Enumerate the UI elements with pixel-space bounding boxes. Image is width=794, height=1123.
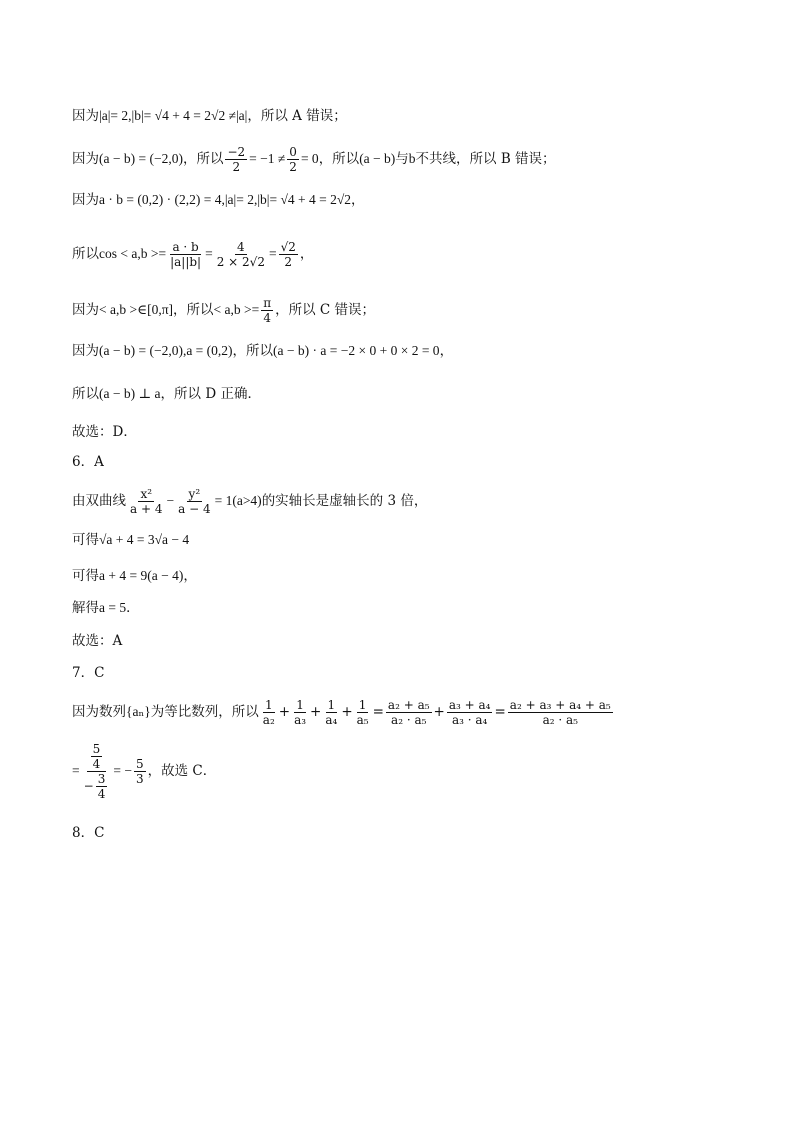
text: ，所以 C 错误； — [275, 302, 376, 318]
denominator: 2 — [232, 160, 241, 174]
solution-line-8: 故选：D． — [72, 424, 137, 440]
formula: = 1(a>4) — [214, 493, 262, 508]
numerator: 1 — [296, 698, 304, 712]
text: 因为 — [72, 302, 99, 318]
denominator: 4 — [263, 311, 272, 325]
question-6-answer: 6．A — [72, 454, 104, 470]
solution-line-2 — [72, 145, 556, 174]
solution-line-17 — [72, 742, 216, 801]
denominator: a₃ — [294, 713, 307, 727]
text: 可得 — [72, 568, 99, 584]
text: 因为 — [72, 151, 99, 167]
fraction — [168, 240, 203, 269]
formula: = — [205, 246, 213, 261]
formula: b — [408, 151, 416, 166]
solution-line-11 — [72, 530, 189, 550]
numerator: −2 — [227, 145, 246, 159]
denominator: 4 — [92, 757, 101, 771]
fraction — [91, 742, 103, 771]
fraction — [447, 698, 493, 727]
denominator: 2 — [289, 160, 297, 174]
fraction — [508, 698, 613, 727]
text: ， — [439, 343, 454, 359]
denominator: a + 4 — [130, 502, 163, 516]
formula: = −1 ≠ — [249, 151, 286, 166]
formula: − — [166, 493, 175, 508]
text: ， — [183, 568, 197, 584]
fraction — [355, 698, 371, 727]
text: 不共线，所以 B 错误； — [415, 151, 556, 167]
text: ，所以 — [232, 343, 274, 359]
fraction — [225, 145, 247, 174]
formula: = − — [113, 763, 132, 778]
solution-line-4 — [72, 240, 313, 269]
fraction — [279, 240, 298, 269]
fraction — [261, 698, 277, 727]
solution-line-1 — [72, 106, 347, 126]
fraction — [96, 772, 108, 801]
text: 所以 — [72, 386, 99, 402]
formula: a + 4 = 9(a − 4) — [99, 568, 184, 583]
numerator: y² — [188, 487, 201, 501]
formula: = — [268, 246, 277, 261]
fraction — [386, 698, 432, 727]
text: ， — [351, 192, 365, 208]
numerator: 1 — [327, 698, 336, 712]
denominator: a₂ — [262, 713, 275, 727]
question-7-answer: 7．C — [72, 665, 105, 681]
text: = — [72, 763, 80, 778]
text: 为等比数列，所以 — [150, 704, 259, 720]
formula: (a − b) = (−2,0),a = (0,2) — [99, 343, 233, 358]
text: 因为 — [72, 343, 99, 359]
denominator: 2 — [284, 255, 293, 269]
formula: √a + 4 = 3√a − 4 — [99, 532, 190, 547]
numerator: 4 — [237, 240, 245, 254]
formula: (a − b) — [359, 151, 396, 166]
solution-line-6 — [72, 341, 453, 361]
formula: {aₙ} — [126, 704, 151, 719]
complex-fraction — [82, 742, 112, 801]
fraction — [215, 240, 267, 269]
numerator: 5 — [135, 757, 144, 771]
solution-line-3 — [72, 190, 365, 210]
numerator: 5 — [92, 742, 101, 756]
text: ，故选 C． — [147, 763, 217, 779]
denominator: 3 — [135, 772, 144, 786]
formula: a · b = (0,2) · (2,2) = 4,|a|= 2,|b|= √4 + 4 = 2√2 — [99, 192, 352, 207]
denominator: a − 4 — [178, 502, 211, 516]
formula: < a,b >= — [213, 302, 260, 317]
formula: (a − b) = (−2,0) — [99, 151, 183, 166]
text: 由双曲线 — [72, 493, 126, 509]
numerator: √2 — [280, 240, 296, 254]
fraction — [261, 296, 273, 325]
text: 解得 — [72, 600, 99, 616]
numerator: a₃ + a₄ — [448, 698, 491, 712]
numerator: 3 — [97, 772, 106, 786]
denominator: − $\frac{3}{4}$ — [83, 772, 106, 801]
text: 因为数列 — [72, 704, 126, 720]
solution-line-13 — [72, 598, 140, 618]
denominator: |a||b| — [170, 255, 202, 269]
numerator: π — [263, 296, 272, 310]
numerator: a · b — [172, 240, 199, 254]
text: ，所以 D 正确． — [160, 386, 261, 402]
denominator: 2 × 2√2 — [216, 255, 265, 269]
fraction — [287, 145, 299, 174]
solution-line-12 — [72, 566, 197, 586]
solution-line-5 — [72, 296, 375, 325]
formula: (a − b) · a = −2 × 0 + 0 × 2 = 0 — [273, 343, 440, 358]
fraction — [323, 698, 339, 727]
solution-line-7 — [72, 384, 261, 404]
formula: |a|= 2,|b|= √4 + 4 = 2√2 ≠|a| — [99, 108, 248, 123]
text: 所以 — [72, 246, 99, 262]
text: ． — [126, 600, 140, 616]
solution-line-16: 因为数列{aₙ}为等比数列，所以 $\frac{1}{\text{a₂}}$ + $\frac{1}{\text{a₃}}$ + $\frac{1}{\text{a₄}}$ + $\frac{1}{\text{a₅}}$ = $\frac{\text{a₂ + a₅}}{\text{a₂ · a₅}}$ + $\frac{\text{a₃ + a₄}}{\text{a₃ · a₄}}$ = $\frac{\text{a₂ + a₃ + a₄ + a₅}}{\text{a₂ · a₅}}$ — [72, 698, 611, 727]
formula: cos < a,b >= — [99, 246, 167, 261]
text: ，所以 — [173, 302, 214, 318]
solution-line-14: 故选：A — [72, 633, 123, 649]
text: ，所以 — [182, 151, 224, 167]
numerator: x² — [140, 487, 153, 501]
numerator: a₂ + a₃ + a₄ + a₅ — [509, 698, 611, 712]
solution-line-10 — [72, 487, 427, 516]
fraction — [176, 487, 212, 516]
text: 可得 — [72, 532, 99, 548]
denominator: a₅ — [356, 713, 369, 727]
denominator: 4 — [97, 787, 106, 801]
fraction — [128, 487, 164, 516]
text: 的实轴长是虚轴长的 3 倍， — [261, 493, 428, 509]
fraction — [134, 757, 146, 786]
numerator: 1 — [358, 698, 367, 712]
denominator: a₂ · a₅ — [542, 713, 578, 727]
text: ，所以 — [318, 151, 360, 167]
question-8-answer: 8．C — [72, 825, 105, 841]
text: 因为 — [72, 108, 99, 124]
numerator: a₂ + a₅ — [387, 698, 430, 712]
denominator: a₂ · a₅ — [391, 713, 427, 727]
denominator: a₃ · a₄ — [451, 713, 488, 727]
numerator: 0 — [289, 145, 297, 159]
text: ，所以 A 错误； — [247, 108, 347, 124]
formula: a = 5 — [99, 600, 127, 615]
formula: = 0 — [300, 151, 319, 166]
text: ， — [299, 246, 314, 262]
text: 与 — [395, 151, 409, 167]
text: 因为 — [72, 192, 99, 208]
numerator: 1 — [264, 698, 273, 712]
denominator: a₄ — [325, 713, 338, 727]
fraction — [292, 698, 308, 727]
numerator — [87, 742, 107, 772]
formula: (a − b) ⊥ a — [99, 386, 161, 401]
formula: < a,b >∈[0,π] — [99, 302, 174, 317]
